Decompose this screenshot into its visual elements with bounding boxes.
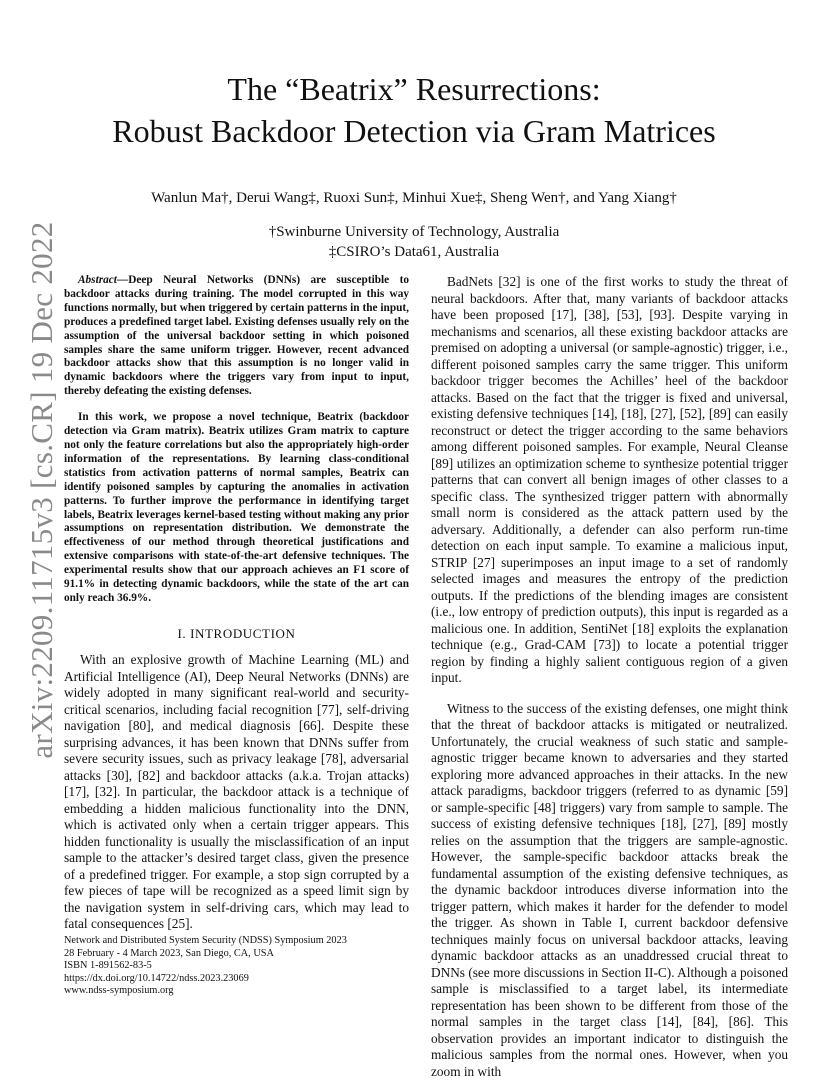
right-paragraph-1: BadNets [32] is one of the first works to study the threat of neural backdoors. After that, many variants of backdoor attacks have been proposed [17], [38], [53], [93]. Despite varying in mechanisms and scenarios, all these existing backdoor attacks are premised on adopting a universal (or sample-agnostic) trigger, i.e., different poisoned samples carry the same trigger. This uniform backdoor trigger becomes the Achilles’ heel of the backdoor attacks. Based on the fact that the trigger is fixed and universal, existing defensive techniques [14], [18], [27], [52], [89] can easily reconstruct or detect the trigger according to the same behaviors among different poisoned samples. For example, Neural Cleanse [89] utilizes an optimization scheme to synthesize potential trigger patterns that can convert all benign images of other classes to a specific class. The synthesized trigger pattern with abnormally small norm is considered as the attack pattern used by the adversary. Additionally, a defender can also perform run-time detection on each input sample. To examine a malicious input, STRIP [27] superimposes an input image to a set of randomly selected images and measures the entropy of the prediction outputs. If the predictions of the blending images are consistent (i.e., low entropy of prediction outputs), this input is regarded as a malicious one. In addition, SentiNet [18] exploits the explanation technique (e.g., Grad-CAM [73]) to locate a potential trigger region by finding a highly salient contiguous region of a given input. (431, 274, 788, 685)
affiliation-2: ‡CSIRO’s Data61, Australia (328, 244, 500, 260)
left-column (64, 274, 409, 943)
arxiv-id-text: arXiv:2209.11715v3 [cs.CR] 19 Dec 2022 (24, 221, 59, 759)
intro-paragraph-1: With an explosive growth of Machine Learning (ML) and Artificial Intelligence (AI), Deep Neural Networks (DNNs) are widely adopted in many significant real-world and security-critical scenarios, including facial recognition [77], self-driving navigation [80], and medical diagnosis [66]. Despite these surprising advances, it has been known that DNNs suffer from severe security issues, such as privacy leakage [78], adversarial attacks [30], [82] and backdoor attacks (a.k.a. Trojan attacks) [17], [32]. In particular, the backdoor attack is a technique of embedding a hidden malicious functionality into the DNN, which is activated only when a certain trigger appears. This hidden functionality is usually the misclassification of an input sample to the attacker’s desired target class, given the presence of a predefined trigger. For example, a stop sign corrupted by a few pieces of tape will be recognized as a speed limit sign by the navigation system in self-driving cars, which may lead to fatal consequences [25]. (64, 652, 409, 932)
conference-footnote (64, 935, 409, 998)
title-line-2: Robust Backdoor Detection via Gram Matrices (112, 113, 716, 149)
abstract-text-1: —Deep Neural Networks (DNNs) are susceptible to backdoor attacks during training. The model corrupted in this way functions normally, but when triggered by certain patterns in the input, produces a predefined target label. Existing defenses usually rely on the assumption of the universal backdoor setting in which poisoned samples share the same uniform trigger. However, recent advanced backdoor attacks show that this assumption is no longer valid in dynamic backdoors where the triggers vary from input to input, thereby defeating the existing defenses. (64, 274, 409, 398)
abstract-paragraph-1 (64, 274, 409, 399)
footnote-line: Network and Distributed System Security (NDSS) Symposium 2023 (64, 935, 347, 946)
right-column (431, 274, 788, 1090)
footnote-doi-link[interactable]: https://dx.doi.org/10.14722/ndss.2023.23069 (64, 972, 249, 984)
abstract-paragraph-2: In this work, we propose a novel technique, Beatrix (backdoor detection via Gram matrix). Beatrix utilizes Gram matrix to capture not only the feature correlations but also the appropriately high-order information of the representations. By learning class-conditional statistics from activation patterns of normal samples, Beatrix can identify poisoned samples by capturing the anomalies in activation patterns. To further improve the performance in identifying target labels, Beatrix leverages kernel-based testing without making any prior assumptions on representation distribution. We demonstrate the effectiveness of our method through theoretical justifications and extensive comparisons with state-of-the-art defensive techniques. The experimental results show that our approach achieves an F1 score of 91.1% in detecting dynamic backdoors, while the state of the art can only reach 36.9%. (64, 411, 409, 604)
right-paragraph-2: Witness to the success of the existing defenses, one might think that the threat of backdoor attacks is mitigated or neutralized. Unfortunately, the crucial weakness of such static and sample-agnostic trigger became known to adversaries and they started exploring more advanced approaches in their attacks. In the new attack paradigms, backdoor triggers (referred to as dynamic [59] or sample-specific [48] triggers) vary from sample to sample. The success of existing defensive techniques [18], [27], [89] mostly relies on the assumption that the triggers are sample-agnostic. However, the sample-specific backdoor attacks break the fundamental assumption of the existing defensive techniques, as the dynamic backdoor introduces diverse information into the trigger pattern, which makes it harder for the defender to model the trigger. As shown in Table I, current backdoor defensive techniques mainly focus on universal backdoor attacks, leaving dynamic backdoor attacks as an unaddressed crucial threat to DNNs (see more discussions in Section II-C). Although a poisoned sample is misclassified to a target label, its intermediate representation has been shown to be different from those of the normal samples in the target class [14], [84], [86]. This observation provides an important indicator to distinguish the malicious samples from the normal ones. However, when you zoom in with (431, 700, 788, 1079)
title-line-1: The “Beatrix” Resurrections: (227, 71, 601, 107)
section-heading-introduction: I. INTRODUCTION (177, 625, 296, 641)
affiliation-1: †Swinburne University of Technology, Australia (268, 224, 560, 240)
paper-title (0, 68, 828, 152)
footnote-line: ISBN 1-891562-83-5 (64, 960, 152, 972)
footnote-line: 28 February - 4 March 2023, San Diego, CA, USA (64, 947, 274, 959)
author-list: Wanlun Ma†, Derui Wang‡, Ruoxi Sun‡, Minhui Xue‡, Sheng Wen†, and Yang Xiang† (151, 190, 677, 206)
footnote-website-link[interactable]: www.ndss-symposium.org (64, 985, 174, 997)
arxiv-identifier (22, 221, 62, 759)
abstract-label: Abstract (78, 274, 117, 286)
affiliations (0, 222, 828, 262)
